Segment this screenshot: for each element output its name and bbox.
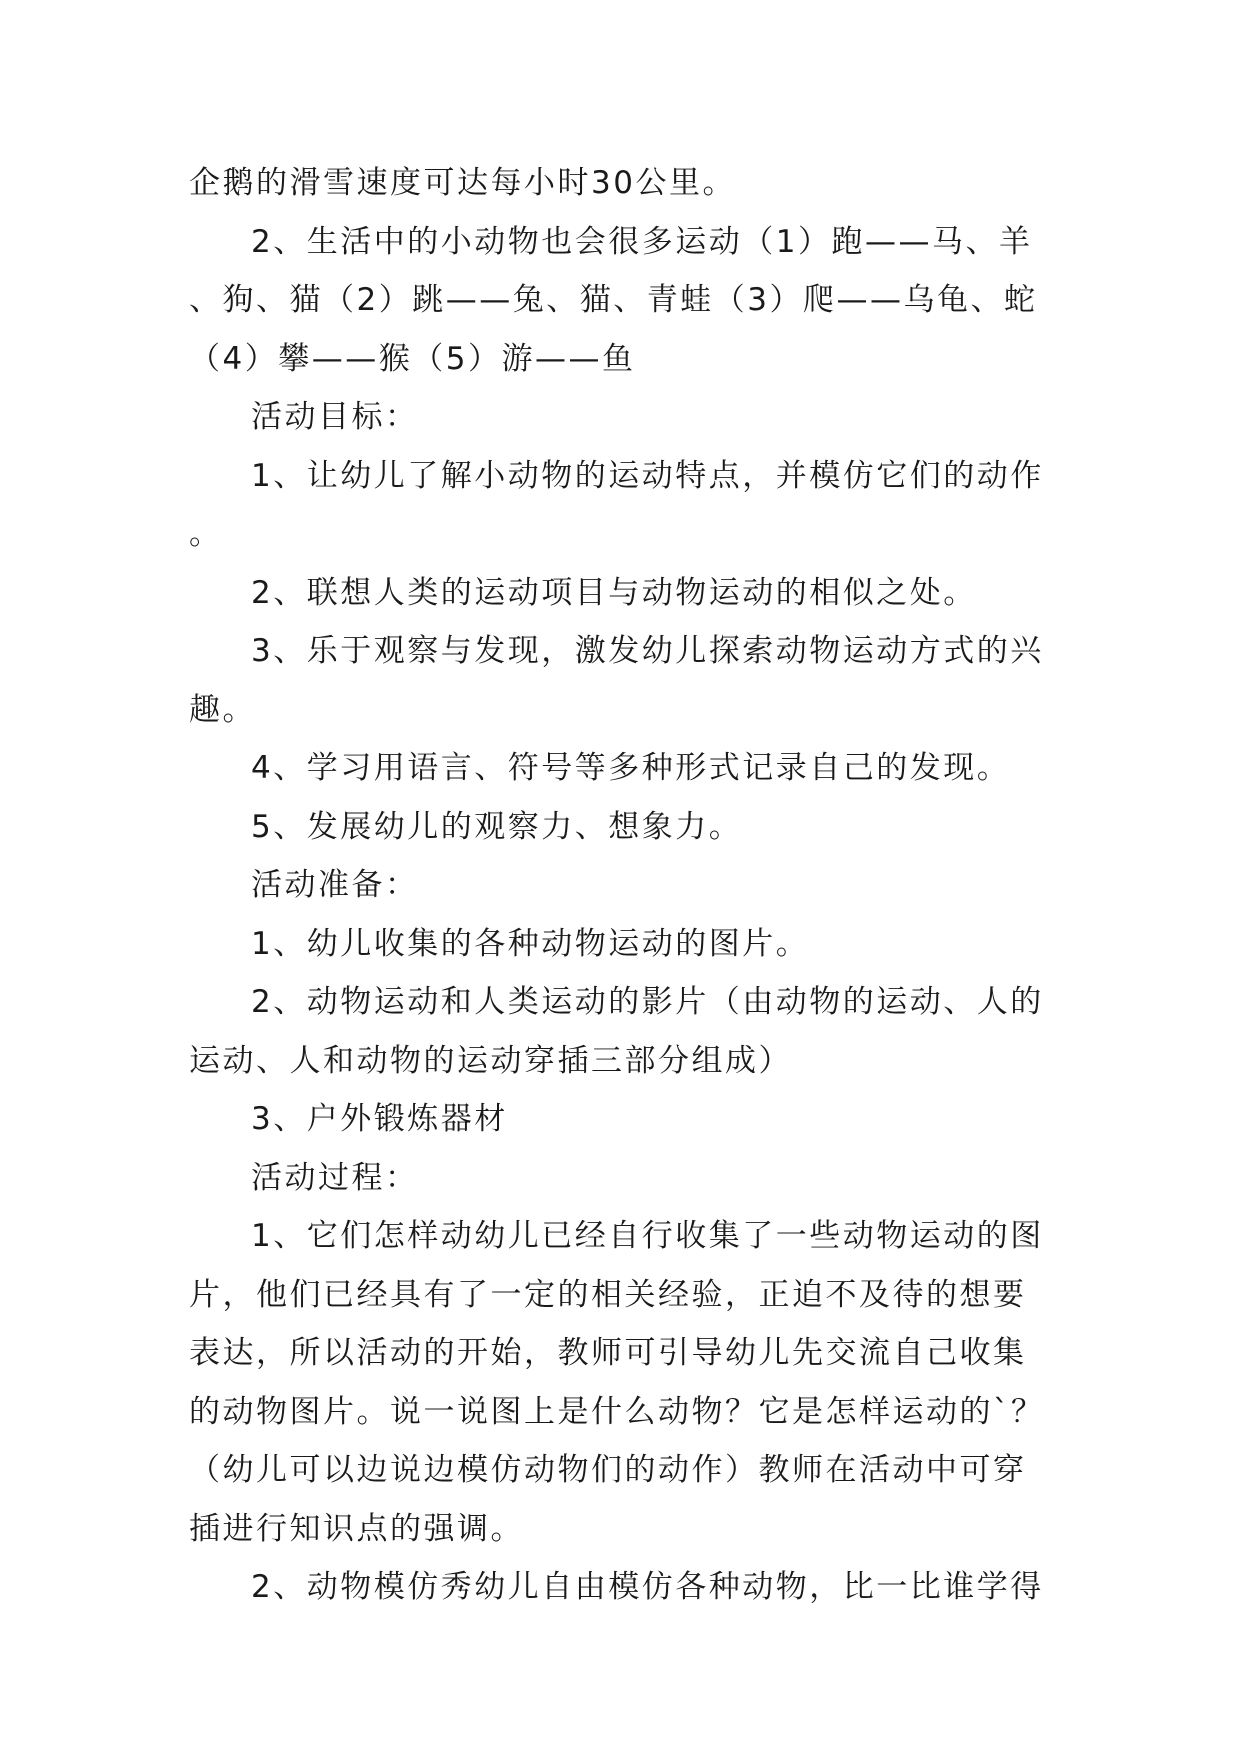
list-item: 2、动物模仿秀幼儿自由模仿各种动物，比一比谁学得 — [251, 1569, 1044, 1605]
list-item: 5、发展幼儿的观察力、想象力。 — [251, 808, 743, 845]
section-heading: 活动目标： — [251, 399, 419, 435]
section-heading: 活动过程： — [251, 1159, 419, 1196]
document-body — [189, 154, 1051, 1617]
list-item: 1、让幼儿了解小动物的运动特点，并模仿它们的动作。 — [189, 457, 1044, 552]
list-item: 1、它们怎样动幼儿已经自行收集了一些动物运动的图片，他们已经具有了一定的相关经验，正迫不及待的想要表达，所以活动的开始，教师可引导幼儿先交流自己收集的动物图片。说一说图上是什么动物？它是怎样运动的`？（幼儿可以边说边模仿动物们的动作）教师在活动中可穿插进行知识点的强调。 — [189, 1218, 1045, 1547]
list-item: 3、乐于观察与发现，激发幼儿探索动物运动方式的兴趣。 — [189, 633, 1044, 728]
list-item: 2、动物运动和人类运动的影片（由动物的运动、人的运动、人和动物的运动穿插三部分组成） — [189, 984, 1044, 1079]
section-heading: 活动准备： — [251, 867, 419, 903]
list-item: 2、联想人类的运动项目与动物运动的相似之处。 — [251, 574, 977, 611]
list-item: 1、幼儿收集的各种动物运动的图片。 — [251, 925, 810, 962]
paragraph: 2、生活中的小动物也会很多运动（1）跑——马、羊、狗、猫（2）跳——兔、猫、青蛙（3）爬——乌龟、蛇（4）攀——猴（5）游——鱼 — [189, 223, 1038, 377]
list-item: 4、学习用语言、符号等多种形式记录自己的发现。 — [251, 750, 1011, 786]
paragraph: 企鹅的滑雪速度可达每小时30公里。 — [189, 165, 736, 201]
list-item: 3、户外锻炼器材 — [251, 1101, 508, 1137]
